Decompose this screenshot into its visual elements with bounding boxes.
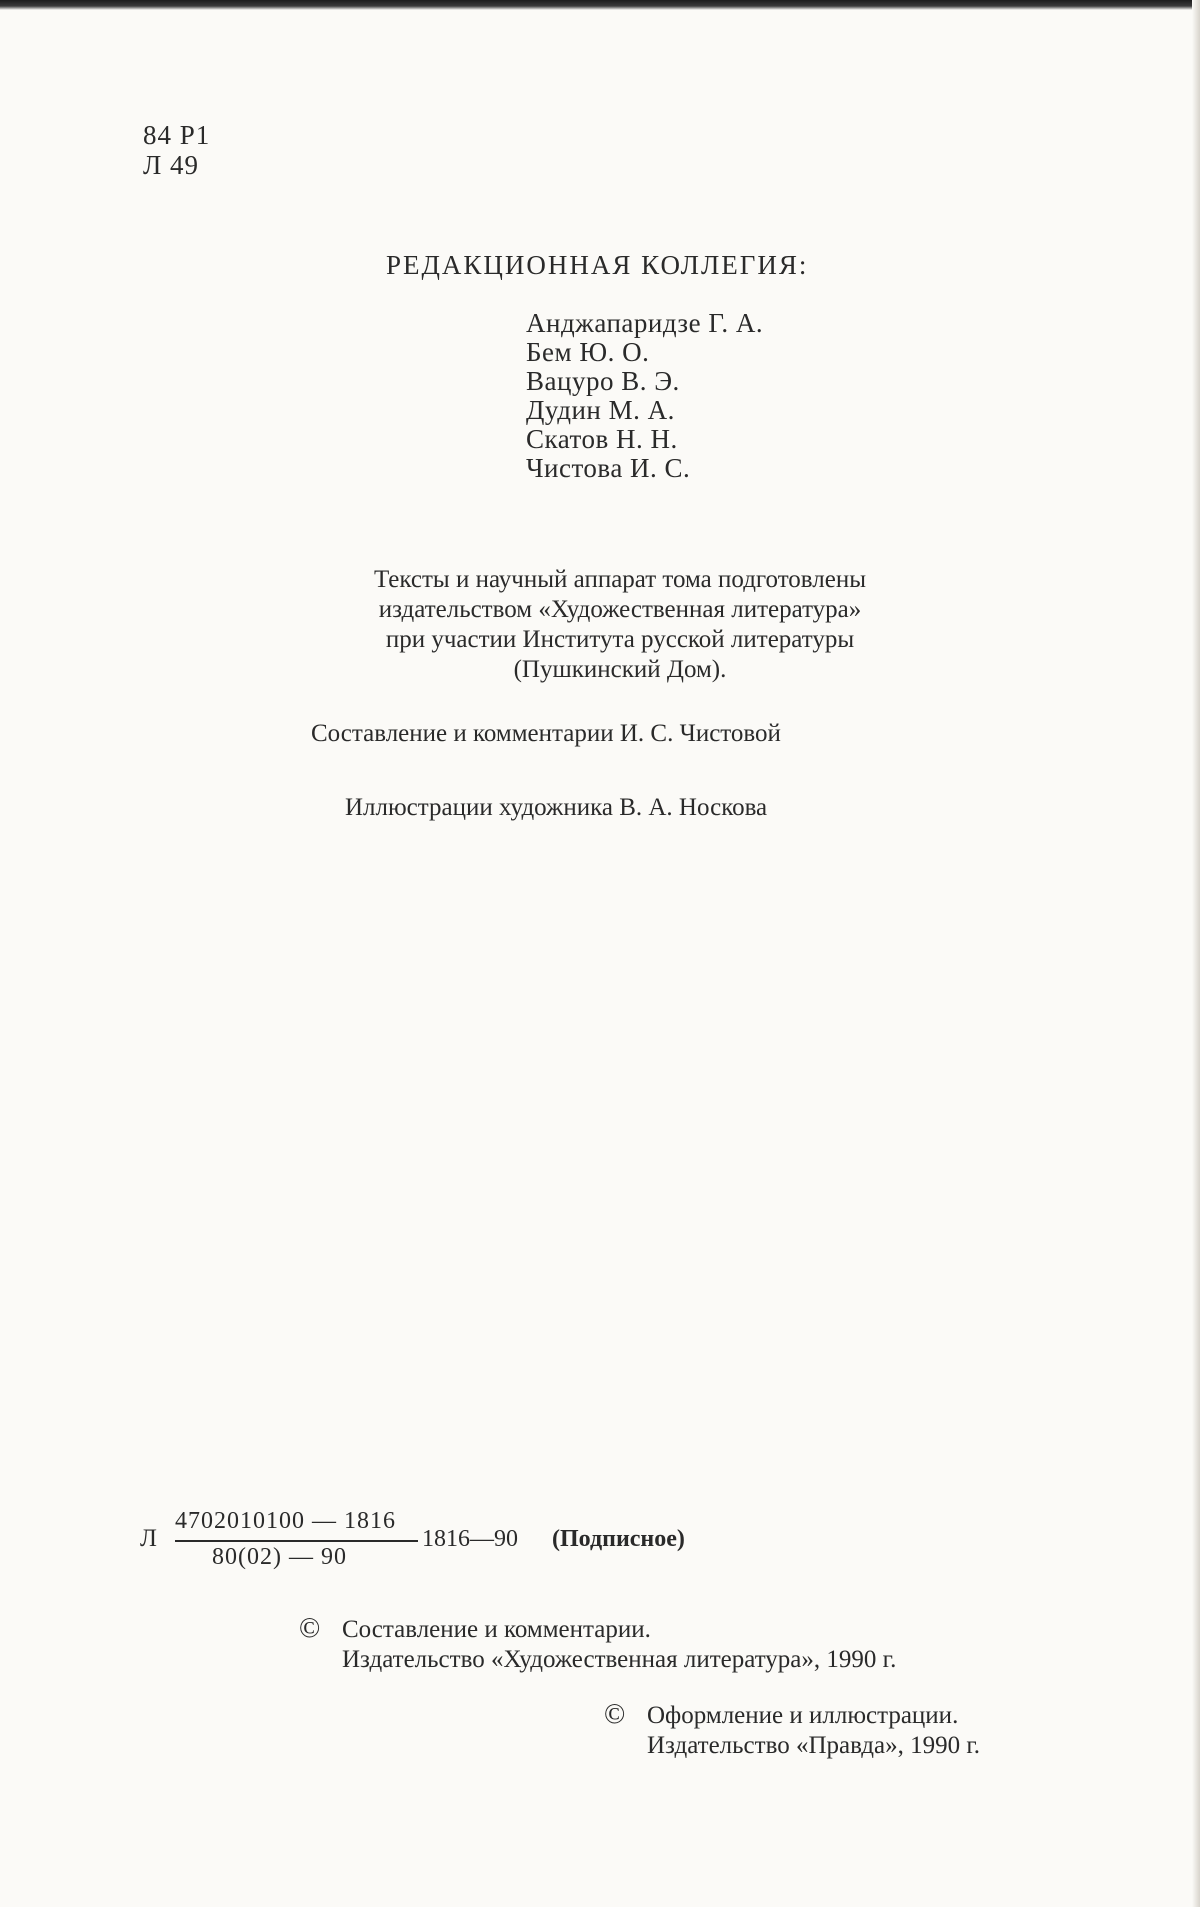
index-code-numerator: 4702010100 — 1816 xyxy=(175,1508,396,1534)
compilation-credit: Составление и комментарии И. С. Чистовой xyxy=(311,720,781,747)
copyright-design-line1: Оформление и иллюстрации. xyxy=(647,1702,959,1729)
copyright-compilation-line2: Издательство «Художественная литература», 1990 г. xyxy=(342,1646,897,1673)
preparation-line: Тексты и научный аппарат тома подготовлены xyxy=(373,566,867,593)
index-code-note: (Подписное) xyxy=(552,1526,685,1552)
illustrations-credit: Иллюстрации художника В. А. Носкова xyxy=(345,794,768,821)
preparation-line: при участии Института русской литературы xyxy=(385,626,855,653)
copyright-icon: © xyxy=(604,1699,626,1730)
board-member: Анджапаридзе Г. А. xyxy=(526,308,764,338)
editorial-board-list xyxy=(526,309,763,483)
board-member: Бем Ю. О. xyxy=(526,337,650,367)
index-code-suffix: 1816—90 xyxy=(422,1526,518,1552)
classification-code-1: 84 Р1 xyxy=(143,120,211,150)
board-member: Чистова И. С. xyxy=(526,453,691,483)
copyright-icon: © xyxy=(299,1613,321,1644)
board-member: Скатов Н. Н. xyxy=(526,424,678,454)
editorial-board-title: РЕДАКЦИОННАЯ КОЛЛЕГИЯ: xyxy=(386,250,809,280)
index-code-denominator: 80(02) — 90 xyxy=(212,1544,347,1570)
preparation-paragraph xyxy=(260,565,980,685)
page-top-edge xyxy=(0,0,1200,10)
page-right-edge xyxy=(1192,0,1200,1907)
copyright-compilation-line1: Составление и комментарии. xyxy=(342,1616,651,1643)
preparation-line: издательством «Художественная литература» xyxy=(378,596,862,623)
index-code-prefix: Л xyxy=(140,1525,157,1552)
copyright-design-line2: Издательство «Правда», 1990 г. xyxy=(647,1732,981,1759)
board-member: Вацуро В. Э. xyxy=(526,366,680,396)
index-code-fraction-bar xyxy=(175,1540,418,1542)
board-member: Дудин М. А. xyxy=(526,395,675,425)
preparation-line: (Пушкинский Дом). xyxy=(513,656,727,683)
classification-code-2: Л 49 xyxy=(143,150,200,180)
